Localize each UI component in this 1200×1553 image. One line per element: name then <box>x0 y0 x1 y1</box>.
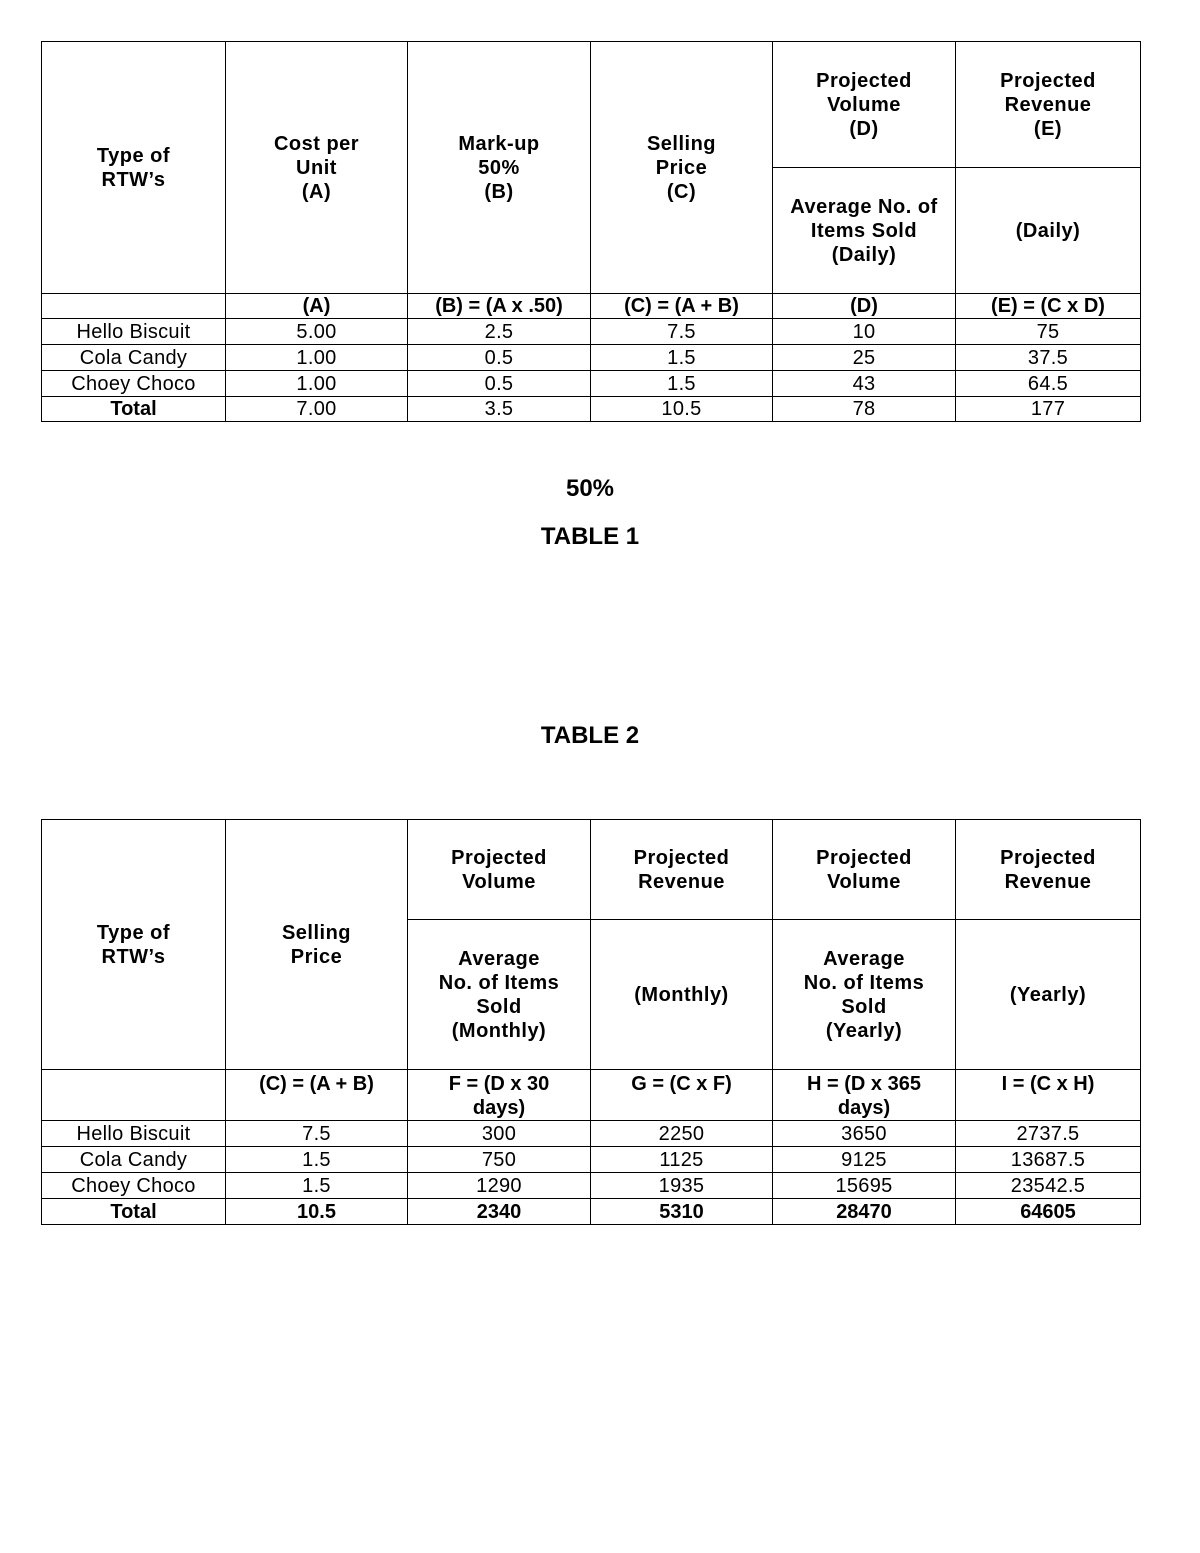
table-cell: 15695 <box>773 1173 956 1199</box>
table-row <box>42 319 1141 345</box>
table-cell: 1.00 <box>226 345 408 371</box>
table-2-caption: TABLE 2 <box>540 722 640 749</box>
table-cell: 1.5 <box>591 371 773 397</box>
table-cell: 7.5 <box>591 319 773 345</box>
table-cell: 2250 <box>591 1121 773 1147</box>
formula-blank <box>42 294 226 319</box>
table-cell: Cola Candy <box>42 345 226 371</box>
formula-cell: (C) = (A + B) <box>226 1070 408 1121</box>
formula-cell: G = (C x F) <box>591 1070 773 1121</box>
table-row <box>42 1173 1141 1199</box>
table-cell: 1.5 <box>591 345 773 371</box>
total-cell: 10.5 <box>226 1199 408 1225</box>
markup-percent-caption: 50% <box>565 475 615 502</box>
formula-cell: F = (D x 30 days) <box>408 1070 591 1121</box>
header-projected-revenue-yearly: Projected Revenue <box>956 820 1141 920</box>
subheader-revenue-daily: (Daily) <box>956 168 1141 294</box>
total-cell: 78 <box>773 397 956 422</box>
table-cell: 5.00 <box>226 319 408 345</box>
table-cell: Hello Biscuit <box>42 319 226 345</box>
table-cell: 64.5 <box>956 371 1141 397</box>
table-cell: 3650 <box>773 1121 956 1147</box>
table-cell: 2.5 <box>408 319 591 345</box>
table-cell: 9125 <box>773 1147 956 1173</box>
header-selling-price: Selling Price (C) <box>591 42 773 294</box>
table-cell: 23542.5 <box>956 1173 1141 1199</box>
table-cell: 25 <box>773 345 956 371</box>
table-cell: 1.5 <box>226 1147 408 1173</box>
table-cell: 43 <box>773 371 956 397</box>
table-cell: 750 <box>408 1147 591 1173</box>
header-markup: Mark-up 50% (B) <box>408 42 591 294</box>
table-row <box>42 1147 1141 1173</box>
formula-cell: (B) = (A x .50) <box>408 294 591 319</box>
table-cell: Choey Choco <box>42 1173 226 1199</box>
total-cell: 7.00 <box>226 397 408 422</box>
total-label: Total <box>42 397 226 422</box>
table-cell: Choey Choco <box>42 371 226 397</box>
table-cell: 1125 <box>591 1147 773 1173</box>
total-cell: 5310 <box>591 1199 773 1225</box>
total-cell: 64605 <box>956 1199 1141 1225</box>
table-cell: 7.5 <box>226 1121 408 1147</box>
total-cell: 177 <box>956 397 1141 422</box>
table-cell: 2737.5 <box>956 1121 1141 1147</box>
table-cell: 10 <box>773 319 956 345</box>
table-cell: 300 <box>408 1121 591 1147</box>
header-projected-volume-yearly: Projected Volume <box>773 820 956 920</box>
table-cell: Hello Biscuit <box>42 1121 226 1147</box>
table-2 <box>41 819 1141 1225</box>
total-cell: 2340 <box>408 1199 591 1225</box>
formula-cell: H = (D x 365 days) <box>773 1070 956 1121</box>
table-cell: 1935 <box>591 1173 773 1199</box>
table-cell: 37.5 <box>956 345 1141 371</box>
subheader-revenue-monthly: (Monthly) <box>591 920 773 1070</box>
header-projected-volume: Projected Volume (D) <box>773 42 956 168</box>
table-1 <box>41 41 1141 422</box>
header-projected-revenue: Projected Revenue (E) <box>956 42 1141 168</box>
subheader-revenue-yearly: (Yearly) <box>956 920 1141 1070</box>
table-cell: 1.00 <box>226 371 408 397</box>
total-label: Total <box>42 1199 226 1225</box>
table-cell: 1.5 <box>226 1173 408 1199</box>
table-row <box>42 371 1141 397</box>
total-row <box>42 1199 1141 1225</box>
header-type: Type of RTW’s <box>42 42 226 294</box>
table-1-caption: TABLE 1 <box>540 523 640 550</box>
table-cell: 75 <box>956 319 1141 345</box>
subheader-volume-monthly: Average No. of Items Sold (Monthly) <box>408 920 591 1070</box>
formula-cell: (E) = (C x D) <box>956 294 1141 319</box>
table-row <box>42 1121 1141 1147</box>
formula-cell: (D) <box>773 294 956 319</box>
formula-cell: (A) <box>226 294 408 319</box>
total-cell: 28470 <box>773 1199 956 1225</box>
header-cost-per-unit: Cost per Unit (A) <box>226 42 408 294</box>
total-cell: 10.5 <box>591 397 773 422</box>
header-type: Type of RTW’s <box>42 820 226 1070</box>
formula-cell: I = (C x H) <box>956 1070 1141 1121</box>
header-projected-volume-monthly: Projected Volume <box>408 820 591 920</box>
subheader-volume-daily: Average No. of Items Sold (Daily) <box>773 168 956 294</box>
table-cell: 0.5 <box>408 371 591 397</box>
header-projected-revenue-monthly: Projected Revenue <box>591 820 773 920</box>
table-cell: 0.5 <box>408 345 591 371</box>
header-selling-price: Selling Price <box>226 820 408 1070</box>
subheader-volume-yearly: Average No. of Items Sold (Yearly) <box>773 920 956 1070</box>
table-cell: Cola Candy <box>42 1147 226 1173</box>
table-cell: 1290 <box>408 1173 591 1199</box>
table-cell: 13687.5 <box>956 1147 1141 1173</box>
table-row <box>42 345 1141 371</box>
total-row <box>42 397 1141 422</box>
formula-cell: (C) = (A + B) <box>591 294 773 319</box>
formula-blank <box>42 1070 226 1121</box>
total-cell: 3.5 <box>408 397 591 422</box>
